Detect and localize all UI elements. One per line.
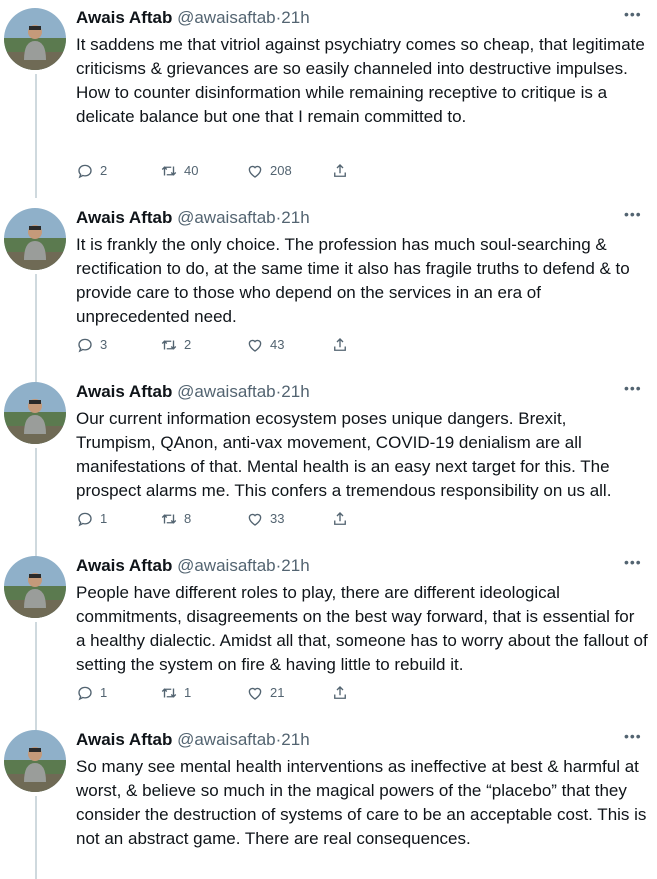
author-handle[interactable]: @awaisaftab [177, 8, 276, 27]
retweet-count: 40 [184, 163, 199, 178]
like-count: 43 [270, 337, 285, 352]
tweet-text: It is frankly the only choice. The profession has much soul-searching & rectification to do, at the same time it also has fragile truths to defend & to provide care to those who depend on the services in an era of unprecedented need. [76, 235, 630, 326]
author-name[interactable]: Awais Aftab [76, 208, 173, 227]
reply-icon [76, 510, 94, 528]
separator: · [275, 8, 282, 27]
timestamp[interactable]: 21h [281, 8, 310, 27]
thread-rail [35, 186, 37, 198]
share-button[interactable] [331, 509, 349, 529]
retweet-button[interactable] [160, 161, 198, 181]
avatar[interactable] [4, 556, 66, 618]
heart-icon [246, 684, 264, 702]
share-button[interactable] [331, 161, 349, 181]
retweet-button[interactable] [160, 683, 191, 703]
tweet[interactable] [0, 722, 657, 879]
author-handle[interactable]: @awaisaftab [177, 382, 276, 401]
share-icon [331, 684, 349, 702]
author-handle[interactable]: @awaisaftab [177, 556, 276, 575]
timestamp[interactable]: 21h [281, 730, 310, 749]
reply-button[interactable] [76, 335, 107, 355]
tweet-header [76, 729, 310, 751]
timestamp[interactable]: 21h [281, 556, 310, 575]
reply-count: 1 [100, 685, 108, 700]
author-name[interactable]: Awais Aftab [76, 382, 173, 401]
avatar[interactable] [4, 730, 66, 792]
tweet[interactable] [0, 374, 657, 546]
avatar[interactable] [4, 208, 66, 270]
timestamp[interactable]: 21h [281, 382, 310, 401]
more-icon[interactable]: ••• [624, 728, 642, 744]
timestamp[interactable]: 21h [281, 208, 310, 227]
share-icon [331, 162, 349, 180]
share-button[interactable] [331, 335, 349, 355]
more-icon[interactable]: ••• [624, 6, 642, 22]
reply-button[interactable] [76, 509, 107, 529]
reply-icon [76, 336, 94, 354]
separator: · [275, 208, 282, 227]
retweet-icon [160, 510, 178, 528]
author-handle[interactable]: @awaisaftab [177, 730, 276, 749]
tweet-header [76, 555, 310, 577]
like-button[interactable] [246, 161, 292, 181]
tweet-text: So many see mental health interventions as ineffective at best & harmful at worst, & believe so much in the magical powers of the “placebo” that they consider the destruction of systems of care to be an acceptable cost. This is not an abstract game. There are real consequences. [76, 757, 647, 848]
tweet-text: It saddens me that vitriol against psychiatry comes so cheap, that legitimate criticisms & grievances are so easily channeled into destructive impulses. How to counter disinformation while remaining receptive to critique is a delicate balance but one that I remain committed to. [76, 35, 645, 126]
heart-icon [246, 510, 264, 528]
reply-icon [76, 684, 94, 702]
reply-button[interactable] [76, 683, 107, 703]
author-name[interactable]: Awais Aftab [76, 556, 173, 575]
like-count: 33 [270, 511, 285, 526]
more-icon[interactable]: ••• [624, 380, 642, 396]
thread-rail [35, 372, 37, 374]
thread-rail [35, 796, 37, 879]
retweet-icon [160, 162, 178, 180]
separator: · [275, 730, 282, 749]
thread-rail [35, 274, 37, 386]
thread-rail [35, 74, 37, 186]
thread-rail [35, 622, 37, 732]
tweet[interactable] [0, 0, 657, 186]
like-button[interactable] [246, 683, 284, 703]
like-count: 21 [270, 685, 285, 700]
retweet-button[interactable] [160, 335, 191, 355]
tweet-header [76, 207, 310, 229]
share-icon [331, 336, 349, 354]
retweet-icon [160, 684, 178, 702]
reply-button[interactable] [76, 161, 107, 181]
retweet-count: 2 [184, 337, 192, 352]
share-icon [331, 510, 349, 528]
tweet[interactable] [0, 548, 657, 720]
author-name[interactable]: Awais Aftab [76, 730, 173, 749]
tweet-header [76, 381, 310, 403]
reply-count: 1 [100, 511, 108, 526]
reply-count: 3 [100, 337, 108, 352]
share-button[interactable] [331, 683, 349, 703]
tweet[interactable] [0, 200, 657, 372]
heart-icon [246, 336, 264, 354]
tweet-text: People have different roles to play, there are different ideological commitments, disagreements on the best way forward, that is essential for a healthy dialectic. Amidst all that, someone has to worry about the fallout of setting the system on fire & having little to rebuild it. [76, 583, 648, 674]
like-button[interactable] [246, 335, 284, 355]
like-button[interactable] [246, 509, 284, 529]
avatar[interactable] [4, 8, 66, 70]
reply-count: 2 [100, 163, 108, 178]
more-icon[interactable]: ••• [624, 554, 642, 570]
avatar[interactable] [4, 382, 66, 444]
thread-rail [35, 448, 37, 558]
more-icon[interactable]: ••• [624, 206, 642, 222]
separator: · [275, 556, 282, 575]
tweet-text: Our current information ecosystem poses unique dangers. Brexit, Trumpism, QAnon, anti-vax movement, COVID-19 denialism are all manifestations of that. Mental health is an easy next target for this. The prospect alarms me. This confers a tremendous responsibility on us all. [76, 409, 612, 500]
tweet-header [76, 7, 310, 29]
author-handle[interactable]: @awaisaftab [177, 208, 276, 227]
retweet-icon [160, 336, 178, 354]
like-count: 208 [270, 163, 292, 178]
separator: · [275, 382, 282, 401]
retweet-count: 8 [184, 511, 192, 526]
retweet-count: 1 [184, 685, 192, 700]
reply-icon [76, 162, 94, 180]
heart-icon [246, 162, 264, 180]
author-name[interactable]: Awais Aftab [76, 8, 173, 27]
retweet-button[interactable] [160, 509, 191, 529]
